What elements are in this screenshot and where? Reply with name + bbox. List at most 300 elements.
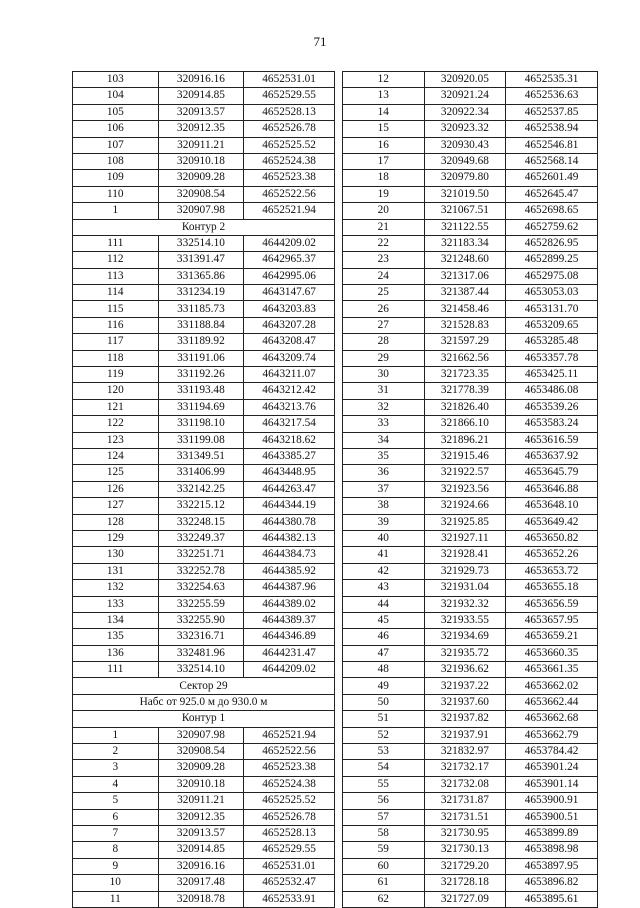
- x-coordinate-cell: 321183.34: [424, 235, 506, 251]
- point-number-cell: 130: [73, 547, 159, 563]
- x-coordinate-cell: 332514.10: [158, 662, 244, 678]
- y-coordinate-cell: 4644344.19: [244, 498, 335, 514]
- point-number-cell: 121: [73, 399, 159, 415]
- x-coordinate-cell: 321866.10: [424, 416, 506, 432]
- point-number-cell: 1: [73, 727, 159, 743]
- x-coordinate-cell: 331185.73: [158, 301, 244, 317]
- table-row: [343, 104, 598, 120]
- x-coordinate-cell: 321922.57: [424, 465, 506, 481]
- table-row: [343, 580, 598, 596]
- y-coordinate-cell: 4652525.52: [244, 137, 335, 153]
- x-coordinate-cell: 321317.06: [424, 268, 506, 284]
- table-row: [343, 645, 598, 661]
- point-number-cell: 4: [73, 776, 159, 792]
- point-number-cell: 111: [73, 235, 159, 251]
- y-coordinate-cell: 4653357.78: [506, 350, 598, 366]
- y-coordinate-cell: 4653896.82: [506, 875, 598, 891]
- point-number-cell: 131: [73, 563, 159, 579]
- y-coordinate-cell: 4652759.62: [506, 219, 598, 235]
- point-number-cell: 27: [343, 317, 425, 333]
- point-number-cell: 46: [343, 629, 425, 645]
- y-coordinate-cell: 4643448.95: [244, 465, 335, 481]
- y-coordinate-cell: 4653637.92: [506, 448, 598, 464]
- y-coordinate-cell: 4653652.26: [506, 547, 598, 563]
- y-coordinate-cell: 4642995.06: [244, 268, 335, 284]
- table-row: [343, 186, 598, 202]
- table-row: [343, 268, 598, 284]
- point-number-cell: 115: [73, 301, 159, 317]
- table-row: [73, 678, 335, 694]
- x-coordinate-cell: 320911.21: [158, 793, 244, 809]
- x-coordinate-cell: 320949.68: [424, 153, 506, 169]
- point-number-cell: 132: [73, 580, 159, 596]
- point-number-cell: 20: [343, 203, 425, 219]
- x-coordinate-cell: 321248.60: [424, 252, 506, 268]
- point-number-cell: 45: [343, 612, 425, 628]
- x-coordinate-cell: 321723.35: [424, 367, 506, 383]
- x-coordinate-cell: 320911.21: [158, 137, 244, 153]
- point-number-cell: 59: [343, 842, 425, 858]
- x-coordinate-cell: 321778.39: [424, 383, 506, 399]
- y-coordinate-cell: 4653656.59: [506, 596, 598, 612]
- section-heading-cell: Контур 1: [73, 711, 335, 727]
- x-coordinate-cell: 321387.44: [424, 285, 506, 301]
- x-coordinate-cell: 321934.69: [424, 629, 506, 645]
- y-coordinate-cell: 4643147.67: [244, 285, 335, 301]
- y-coordinate-cell: 4643207.28: [244, 317, 335, 333]
- point-number-cell: 50: [343, 694, 425, 710]
- point-number-cell: 29: [343, 350, 425, 366]
- y-coordinate-cell: 4652528.13: [244, 104, 335, 120]
- x-coordinate-cell: 321826.40: [424, 399, 506, 415]
- table-row: [73, 645, 335, 661]
- table-row: [73, 563, 335, 579]
- y-coordinate-cell: 4644385.92: [244, 563, 335, 579]
- x-coordinate-cell: 321928.41: [424, 547, 506, 563]
- y-coordinate-cell: 4644263.47: [244, 481, 335, 497]
- point-number-cell: 32: [343, 399, 425, 415]
- point-number-cell: 16: [343, 137, 425, 153]
- table-row: [343, 219, 598, 235]
- point-number-cell: 103: [73, 72, 159, 88]
- point-number-cell: 56: [343, 793, 425, 809]
- section-heading-cell: Набс от 925.0 м до 930.0 м: [73, 694, 335, 710]
- y-coordinate-cell: 4653895.61: [506, 891, 598, 907]
- table-row: [73, 350, 335, 366]
- point-number-cell: 22: [343, 235, 425, 251]
- y-coordinate-cell: 4652533.91: [244, 891, 335, 907]
- x-coordinate-cell: 321937.91: [424, 727, 506, 743]
- table-row: [73, 203, 335, 219]
- table-row: [343, 612, 598, 628]
- x-coordinate-cell: 332255.59: [158, 596, 244, 612]
- y-coordinate-cell: 4652535.31: [506, 72, 598, 88]
- table-row: [73, 121, 335, 137]
- x-coordinate-cell: 331234.19: [158, 285, 244, 301]
- y-coordinate-cell: 4653425.11: [506, 367, 598, 383]
- y-coordinate-cell: 4653285.48: [506, 334, 598, 350]
- table-row: [73, 530, 335, 546]
- x-coordinate-cell: 321929.73: [424, 563, 506, 579]
- table-row: [73, 416, 335, 432]
- table-row: [343, 235, 598, 251]
- table-row: [73, 498, 335, 514]
- point-number-cell: 106: [73, 121, 159, 137]
- point-number-cell: 14: [343, 104, 425, 120]
- point-number-cell: 52: [343, 727, 425, 743]
- x-coordinate-cell: 331188.84: [158, 317, 244, 333]
- point-number-cell: 104: [73, 88, 159, 104]
- table-row: [73, 235, 335, 251]
- point-number-cell: 1: [73, 203, 159, 219]
- table-row: [343, 694, 598, 710]
- table-row: [73, 268, 335, 284]
- table-row: [73, 727, 335, 743]
- y-coordinate-cell: 4653660.35: [506, 645, 598, 661]
- table-row: [343, 547, 598, 563]
- y-coordinate-cell: 4652899.25: [506, 252, 598, 268]
- x-coordinate-cell: 331349.51: [158, 448, 244, 464]
- table-row: [343, 514, 598, 530]
- y-coordinate-cell: 4652975.08: [506, 268, 598, 284]
- x-coordinate-cell: 332249.37: [158, 530, 244, 546]
- table-row: [343, 88, 598, 104]
- x-coordinate-cell: 321730.13: [424, 842, 506, 858]
- coordinates-table-right: [342, 71, 598, 908]
- table-row: [343, 727, 598, 743]
- table-row: [343, 203, 598, 219]
- point-number-cell: 9: [73, 858, 159, 874]
- section-heading-cell: Сектор 29: [73, 678, 335, 694]
- point-number-cell: 126: [73, 481, 159, 497]
- table-row: [73, 891, 335, 907]
- y-coordinate-cell: 4643217.54: [244, 416, 335, 432]
- y-coordinate-cell: 4644389.02: [244, 596, 335, 612]
- table-row: [343, 121, 598, 137]
- point-number-cell: 15: [343, 121, 425, 137]
- x-coordinate-cell: 320918.78: [158, 891, 244, 907]
- y-coordinate-cell: 4652601.49: [506, 170, 598, 186]
- point-number-cell: 133: [73, 596, 159, 612]
- table-row: [73, 662, 335, 678]
- table-row: [343, 563, 598, 579]
- y-coordinate-cell: 4653646.88: [506, 481, 598, 497]
- point-number-cell: 11: [73, 891, 159, 907]
- x-coordinate-cell: 332251.71: [158, 547, 244, 563]
- y-coordinate-cell: 4652526.78: [244, 809, 335, 825]
- point-number-cell: 2: [73, 744, 159, 760]
- y-coordinate-cell: 4653657.95: [506, 612, 598, 628]
- y-coordinate-cell: 4653659.21: [506, 629, 598, 645]
- table-row: [73, 612, 335, 628]
- x-coordinate-cell: 321458.46: [424, 301, 506, 317]
- table-row: [343, 350, 598, 366]
- point-number-cell: 33: [343, 416, 425, 432]
- y-coordinate-cell: 4644389.37: [244, 612, 335, 628]
- x-coordinate-cell: 320913.57: [158, 825, 244, 841]
- point-number-cell: 124: [73, 448, 159, 464]
- y-coordinate-cell: 4653650.82: [506, 530, 598, 546]
- point-number-cell: 44: [343, 596, 425, 612]
- y-coordinate-cell: 4653053.03: [506, 285, 598, 301]
- x-coordinate-cell: 321937.60: [424, 694, 506, 710]
- point-number-cell: 24: [343, 268, 425, 284]
- x-coordinate-cell: 320930.43: [424, 137, 506, 153]
- x-coordinate-cell: 332142.25: [158, 481, 244, 497]
- y-coordinate-cell: 4652522.56: [244, 744, 335, 760]
- y-coordinate-cell: 4644384.73: [244, 547, 335, 563]
- point-number-cell: 125: [73, 465, 159, 481]
- table-row: [73, 547, 335, 563]
- y-coordinate-cell: 4653662.44: [506, 694, 598, 710]
- table-row: [73, 481, 335, 497]
- y-coordinate-cell: 4653898.98: [506, 842, 598, 858]
- table-row: [73, 825, 335, 841]
- y-coordinate-cell: 4652538.94: [506, 121, 598, 137]
- point-number-cell: 58: [343, 825, 425, 841]
- point-number-cell: 30: [343, 367, 425, 383]
- y-coordinate-cell: 4653899.89: [506, 825, 598, 841]
- y-coordinate-cell: 4642965.37: [244, 252, 335, 268]
- table-row: [343, 744, 598, 760]
- x-coordinate-cell: 332514.10: [158, 235, 244, 251]
- table-row: [343, 465, 598, 481]
- table-row: [343, 367, 598, 383]
- point-number-cell: 19: [343, 186, 425, 202]
- table-row: [73, 252, 335, 268]
- table-row: [73, 186, 335, 202]
- y-coordinate-cell: 4643212.42: [244, 383, 335, 399]
- y-coordinate-cell: 4653131.70: [506, 301, 598, 317]
- table-row: [73, 875, 335, 891]
- x-coordinate-cell: 320912.35: [158, 809, 244, 825]
- x-coordinate-cell: 321937.82: [424, 711, 506, 727]
- table-row: [343, 711, 598, 727]
- table-row: [343, 776, 598, 792]
- x-coordinate-cell: 320913.57: [158, 104, 244, 120]
- table-row: [343, 875, 598, 891]
- y-coordinate-cell: 4652531.01: [244, 72, 335, 88]
- x-coordinate-cell: 332215.12: [158, 498, 244, 514]
- table-row: [343, 170, 598, 186]
- y-coordinate-cell: 4644231.47: [244, 645, 335, 661]
- table-row: [73, 334, 335, 350]
- table-row: [73, 465, 335, 481]
- x-coordinate-cell: 320921.24: [424, 88, 506, 104]
- point-number-cell: 8: [73, 842, 159, 858]
- y-coordinate-cell: 4652522.56: [244, 186, 335, 202]
- x-coordinate-cell: 320916.16: [158, 72, 244, 88]
- table-row: [343, 596, 598, 612]
- point-number-cell: 120: [73, 383, 159, 399]
- y-coordinate-cell: 4653662.79: [506, 727, 598, 743]
- y-coordinate-cell: 4652536.63: [506, 88, 598, 104]
- y-coordinate-cell: 4652531.01: [244, 858, 335, 874]
- point-number-cell: 26: [343, 301, 425, 317]
- x-coordinate-cell: 320922.34: [424, 104, 506, 120]
- y-coordinate-cell: 4653649.42: [506, 514, 598, 530]
- x-coordinate-cell: 320917.48: [158, 875, 244, 891]
- x-coordinate-cell: 320909.28: [158, 760, 244, 776]
- point-number-cell: 36: [343, 465, 425, 481]
- y-coordinate-cell: 4653662.68: [506, 711, 598, 727]
- x-coordinate-cell: 321528.83: [424, 317, 506, 333]
- table-row: [73, 809, 335, 825]
- y-coordinate-cell: 4652525.52: [244, 793, 335, 809]
- x-coordinate-cell: 321732.08: [424, 776, 506, 792]
- x-coordinate-cell: 320907.98: [158, 727, 244, 743]
- point-number-cell: 116: [73, 317, 159, 333]
- y-coordinate-cell: 4653648.10: [506, 498, 598, 514]
- point-number-cell: 51: [343, 711, 425, 727]
- point-number-cell: 48: [343, 662, 425, 678]
- x-coordinate-cell: 321932.32: [424, 596, 506, 612]
- point-number-cell: 40: [343, 530, 425, 546]
- point-number-cell: 53: [343, 744, 425, 760]
- table-row: [73, 842, 335, 858]
- point-number-cell: 5: [73, 793, 159, 809]
- table-row: [73, 72, 335, 88]
- x-coordinate-cell: 320923.32: [424, 121, 506, 137]
- table-row: [343, 793, 598, 809]
- point-number-cell: 23: [343, 252, 425, 268]
- y-coordinate-cell: 4644387.96: [244, 580, 335, 596]
- x-coordinate-cell: 321730.95: [424, 825, 506, 841]
- table-row: [73, 776, 335, 792]
- y-coordinate-cell: 4653616.59: [506, 432, 598, 448]
- x-coordinate-cell: 321927.11: [424, 530, 506, 546]
- table-row: [343, 448, 598, 464]
- point-number-cell: 37: [343, 481, 425, 497]
- y-coordinate-cell: 4644209.02: [244, 662, 335, 678]
- point-number-cell: 57: [343, 809, 425, 825]
- x-coordinate-cell: 321933.55: [424, 612, 506, 628]
- y-coordinate-cell: 4643203.83: [244, 301, 335, 317]
- point-number-cell: 25: [343, 285, 425, 301]
- x-coordinate-cell: 331391.47: [158, 252, 244, 268]
- y-coordinate-cell: 4653662.02: [506, 678, 598, 694]
- x-coordinate-cell: 321935.72: [424, 645, 506, 661]
- table-row: [73, 793, 335, 809]
- point-number-cell: 6: [73, 809, 159, 825]
- y-coordinate-cell: 4644380.78: [244, 514, 335, 530]
- point-number-cell: 61: [343, 875, 425, 891]
- x-coordinate-cell: 331191.06: [158, 350, 244, 366]
- point-number-cell: 117: [73, 334, 159, 350]
- y-coordinate-cell: 4653901.14: [506, 776, 598, 792]
- x-coordinate-cell: 332481.96: [158, 645, 244, 661]
- table-row: [73, 367, 335, 383]
- table-row: [73, 760, 335, 776]
- x-coordinate-cell: 321731.87: [424, 793, 506, 809]
- table-row: [73, 580, 335, 596]
- x-coordinate-cell: 320916.16: [158, 858, 244, 874]
- table-row: [343, 809, 598, 825]
- y-coordinate-cell: 4652826.95: [506, 235, 598, 251]
- point-number-cell: 107: [73, 137, 159, 153]
- table-row: [73, 219, 335, 235]
- table-row: [73, 137, 335, 153]
- y-coordinate-cell: 4653900.51: [506, 809, 598, 825]
- point-number-cell: 7: [73, 825, 159, 841]
- table-row: [343, 334, 598, 350]
- table-row: [73, 432, 335, 448]
- x-coordinate-cell: 321931.04: [424, 580, 506, 596]
- y-coordinate-cell: 4652523.38: [244, 760, 335, 776]
- x-coordinate-cell: 321937.22: [424, 678, 506, 694]
- table-row: [73, 383, 335, 399]
- point-number-cell: 41: [343, 547, 425, 563]
- x-coordinate-cell: 331193.48: [158, 383, 244, 399]
- table-row: [73, 153, 335, 169]
- table-row: [343, 891, 598, 907]
- point-number-cell: 18: [343, 170, 425, 186]
- table-row: [73, 285, 335, 301]
- point-number-cell: 114: [73, 285, 159, 301]
- x-coordinate-cell: 321732.17: [424, 760, 506, 776]
- table-row: [343, 662, 598, 678]
- point-number-cell: 34: [343, 432, 425, 448]
- point-number-cell: 129: [73, 530, 159, 546]
- table-row: [343, 481, 598, 497]
- point-number-cell: 10: [73, 875, 159, 891]
- point-number-cell: 49: [343, 678, 425, 694]
- y-coordinate-cell: 4653645.79: [506, 465, 598, 481]
- point-number-cell: 47: [343, 645, 425, 661]
- x-coordinate-cell: 320908.54: [158, 744, 244, 760]
- table-row: [343, 252, 598, 268]
- y-coordinate-cell: 4652546.81: [506, 137, 598, 153]
- table-row: [343, 137, 598, 153]
- table-row: [343, 842, 598, 858]
- x-coordinate-cell: 321924.66: [424, 498, 506, 514]
- y-coordinate-cell: 4652568.14: [506, 153, 598, 169]
- table-row: [73, 448, 335, 464]
- y-coordinate-cell: 4652524.38: [244, 153, 335, 169]
- x-coordinate-cell: 321925.85: [424, 514, 506, 530]
- y-coordinate-cell: 4652521.94: [244, 203, 335, 219]
- table-row: [343, 383, 598, 399]
- table-row: [73, 301, 335, 317]
- y-coordinate-cell: 4643209.74: [244, 350, 335, 366]
- point-number-cell: 128: [73, 514, 159, 530]
- point-number-cell: 21: [343, 219, 425, 235]
- table-row: [343, 629, 598, 645]
- y-coordinate-cell: 4652532.47: [244, 875, 335, 891]
- x-coordinate-cell: 320920.05: [424, 72, 506, 88]
- y-coordinate-cell: 4643213.76: [244, 399, 335, 415]
- x-coordinate-cell: 332255.90: [158, 612, 244, 628]
- x-coordinate-cell: 320914.85: [158, 88, 244, 104]
- table-row: [73, 596, 335, 612]
- table-row: [343, 301, 598, 317]
- point-number-cell: 127: [73, 498, 159, 514]
- table-row: [343, 432, 598, 448]
- point-number-cell: 35: [343, 448, 425, 464]
- x-coordinate-cell: 331198.10: [158, 416, 244, 432]
- table-row: [343, 498, 598, 514]
- x-coordinate-cell: 321915.46: [424, 448, 506, 464]
- point-number-cell: 135: [73, 629, 159, 645]
- table-row: [73, 858, 335, 874]
- point-number-cell: 111: [73, 662, 159, 678]
- x-coordinate-cell: 320979.80: [424, 170, 506, 186]
- table-row: [73, 694, 335, 710]
- x-coordinate-cell: 332316.71: [158, 629, 244, 645]
- table-row: [343, 678, 598, 694]
- point-number-cell: 112: [73, 252, 159, 268]
- y-coordinate-cell: 4643211.07: [244, 367, 335, 383]
